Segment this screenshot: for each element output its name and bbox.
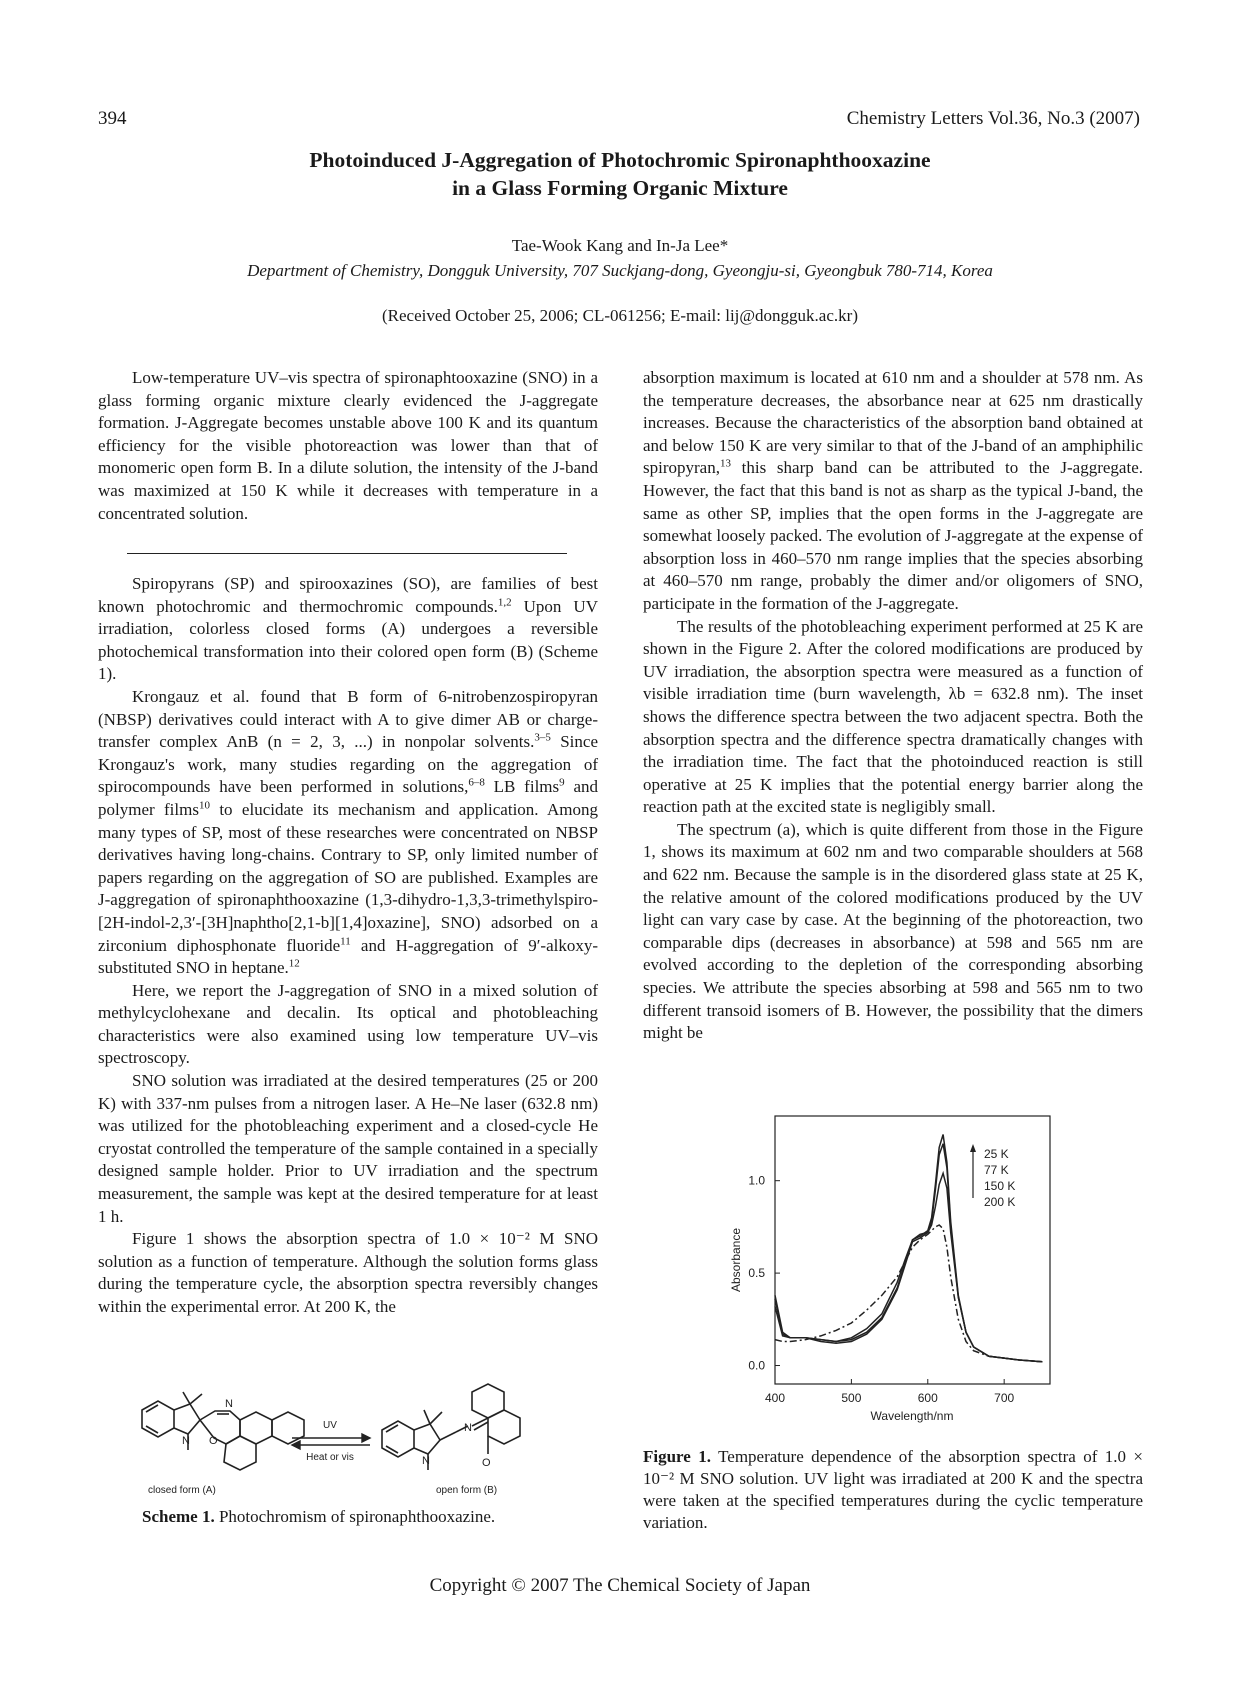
affiliation: Department of Chemistry, Dongguk University, 707 Suckjang-dong, Gyeongju-si, Gyeongbuk 780-714, Korea [247, 261, 993, 280]
received-line: (Received October 25, 2006; CL-061256; E-mail: lij@dongguk.ac.kr) [382, 306, 858, 325]
closed-form-label: closed form (A) [148, 1485, 216, 1496]
page-number: 394 [98, 108, 127, 129]
scheme-1-diagram [130, 1378, 580, 1503]
svg-text:N: N [422, 1455, 430, 1467]
temperature-arrow-head [970, 1144, 976, 1152]
open-form-structure [382, 1384, 520, 1470]
svg-text:N: N [464, 1422, 472, 1434]
closed-form-structure [142, 1392, 304, 1470]
x-tick-label: 600 [917, 1391, 938, 1405]
y-axis-label: Absorbance [729, 1227, 743, 1293]
y-tick-label: 1.0 [748, 1173, 765, 1188]
report-paragraph: Here, we report the J-aggregation of SNO in a mixed solution of methylcyclohexane and decalin. Its optical and photobleaching characteristics were also examined using low temperature UV–vis spectroscopy. [98, 980, 598, 1068]
krongauz-paragraph: Krongauz et al. found that B form of 6-nitrobenzospiropyran (NBSP) derivatives could interact with A to give dimer AB or charge-transfer complex AnB (n = 2, 3, ...) in nonpolar solvents.$^{3-5}$ Since Krongauz's work, many studies regarding on the aggregation of spirocompounds have been performed in solutions,$^{6-8}$ LB films$^9$ and polymer films$^{10}$ to elucidate its mechanism and application. Among many types of SP, most of these researches were concentrated on NBSP derivatives having long-chains. Contrary to SP, only limited number of papers regarding on the aggregation of SO are published. Examples are J-aggregation of spironaphthooxazine (1,3-dihydro-1,3,3-trimethylspiro-[2H-indol-2,3′-[3H]naphtho[2,1-b][1,4]oxazine], SNO) adsorbed on a zirconium diphosphonate fluoride$^{11}$ and H-aggregation of 9′-alkoxy-substituted SNO in heptane.$^{12}$ [98, 686, 599, 978]
title-line-1: Photoinduced J-Aggregation of Photochromic Spironaphthooxazine [309, 148, 931, 172]
left-column-body [98, 573, 598, 1319]
x-tick-label: 700 [994, 1391, 1015, 1405]
title-line-2: in a Glass Forming Organic Mixture [452, 176, 788, 200]
abstract [98, 367, 598, 525]
x-tick-label: 500 [841, 1391, 862, 1405]
jband-paragraph: absorption maximum is located at 610 nm and a shoulder at 578 nm. As the temperature decreases, the absorbance near at 625 nm drastically increases. Because the characteristics of the absorption band obtained at and below 150 K are very similar to that of the J-band of an amphiphilic spiropyran,$^{13}$ this sharp band can be attributed to the J-aggregate. However, the fact that this band is not as sharp as the typical J-band, the same as other SP, implies that the open forms in the J-aggregate are somewhat loosely packed. The evolution of J-aggregate at the expense of absorption loss in 460–570 nm range implies that the species absorbing at 460–570 nm range, probably the dimer and/or oligomers of SNO, participate in the formation of the J-aggregate. [643, 368, 1143, 613]
intro-paragraph: Spiropyrans (SP) and spirooxazines (SO), are families of best known photochromic and thermochromic compounds.$^{1,2}$ Upon UV irradiation, colorless closed forms (A) undergoes a reversible photochemical transformation into their colored open form (B) (Scheme 1). [98, 574, 598, 684]
copyright-footer: Copyright © 2007 The Chemical Society of Japan [429, 1575, 811, 1596]
spectrum-a-paragraph: The spectrum (a), which is quite different from those in the Figure 1, shows its maximum at 602 nm and two comparable shoulders at 568 and 622 nm. Because the sample is in the disordered glass state at 25 K, the relative amount of the colored modifications produced by the UV light can vary case by case. At the beginning of the photoreaction, two comparable dips (decreases in absorbance) at 598 and 565 nm are evolved according to the depletion of the corresponding absorbing species. We attribute the species absorbing at 598 and 565 nm to two different transoid isomers of B. However, the possibility that the dimers might be [643, 819, 1143, 1043]
svg-text:N: N [182, 1435, 190, 1447]
methods-paragraph: SNO solution was irradiated at the desired temperatures (25 or 200 K) with 337-nm pulses from a nitrogen laser. A He–Ne laser (632.8 nm) was utilized for the photobleaching experiment and a closed-cycle He cryostat controlled the temperature of the sample contained in a specially designed sample holder. Prior to UV irradiation and the spectrum measurement, the sample was kept at the desired temperature for at least 1 h. [98, 1071, 598, 1226]
abstract-divider [127, 553, 567, 554]
authors: Tae-Wook Kang and In-Ja Lee* [511, 236, 729, 255]
figure-1-caption: Figure 1. Temperature dependence of the absorption spectra of 1.0 × 10⁻² M SNO solution. UV light was irradiated at 200 K and the spectra were taken at the specified temperatures during the cyclic temperature variation. [643, 1447, 1143, 1532]
series-line-200-k [775, 1225, 1042, 1362]
x-axis-label: Wavelength/nm [870, 1409, 954, 1423]
figure1-paragraph: Figure 1 shows the absorption spectra of 1.0 × 10⁻² M SNO solution as a function of temperature. Although the solution forms glass during the temperature cycle, the absorption spectra reversibly changes within the experimental error. At 200 K, the [98, 1229, 598, 1316]
figure-1-chart [720, 1108, 1060, 1433]
abstract-text: Low-temperature UV–vis spectra of spironaphtooxazine (SNO) in a glass forming organic mixture clearly evidenced the J-aggregate formation. J-Aggregate becomes unstable above 100 K and its quantum efficiency for the visible photoreaction was lower than that of monomeric open form B. In a dilute solution, the intensity of the J-band was maximized at 150 K while it decreases with temperature in a concentrated solution. [98, 368, 598, 523]
x-tick-label: 400 [764, 1391, 786, 1405]
article-title [0, 146, 1240, 202]
svg-text:N: N [225, 1398, 233, 1410]
photobleaching-paragraph: The results of the photobleaching experiment performed at 25 K are shown in the Figure 2. After the colored modifications are produced by UV irradiation, the absorption spectra were measured as a function of visible irradiation time (burn wavelength, λb = 632.8 nm). The inset shows the difference spectra between the two adjacent spectra. Both the absorption spectra and the difference spectra dramatically changes with the irradiation time. The fact that the photoinduced reaction is still operative at 25 K implies that the potential energy barrier along the reaction path at the excited state is negligibly small. [643, 616, 1143, 817]
y-tick-label: 0.5 [748, 1266, 765, 1281]
arrow-label-uv: UV [323, 1420, 337, 1431]
svg-text:O: O [209, 1435, 218, 1447]
journal-info: Chemistry Letters Vol.36, No.3 (2007) [846, 108, 1140, 129]
right-column-body [643, 367, 1143, 1045]
arrow-label-heat: Heat or vis [306, 1452, 354, 1463]
legend-entry: 200 K [984, 1195, 1016, 1209]
y-tick-label: 0.0 [748, 1358, 765, 1373]
scheme-1-caption: Scheme 1. Photochromism of spironaphthooxazine. [142, 1507, 496, 1526]
svg-text:O: O [482, 1457, 491, 1469]
legend-entry: 25 K [984, 1147, 1009, 1161]
legend-entry: 150 K [984, 1179, 1016, 1193]
plot-frame [775, 1116, 1050, 1384]
open-form-label: open form (B) [436, 1485, 498, 1496]
legend-entry: 77 K [984, 1163, 1009, 1177]
